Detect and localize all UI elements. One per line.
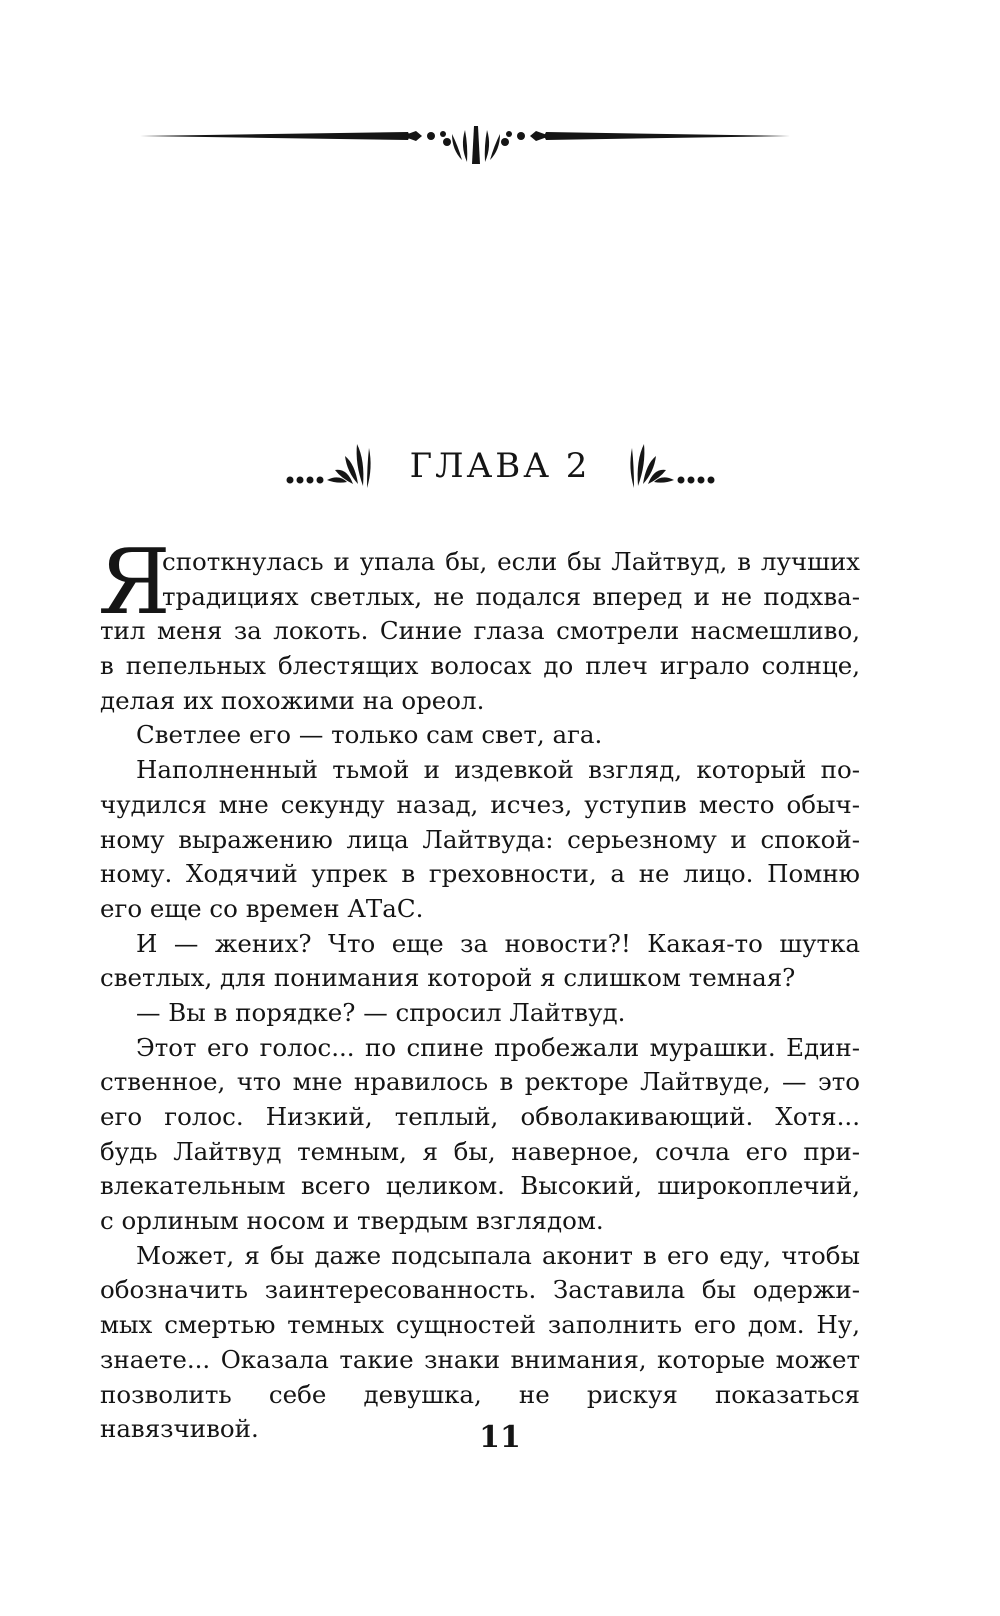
text-line: мых смертью темных сущностей заполнить его дом. Ну, bbox=[100, 1310, 860, 1340]
text-line: его еще со времен АТаС. bbox=[100, 893, 424, 923]
text-line: позволить себе девушка, не рискуя показаться навязчивой. bbox=[100, 1379, 860, 1444]
text-line: тил меня за локоть. Синие глаза смотрели насмешливо, bbox=[100, 616, 860, 646]
text-line: в пепельных блестящих волосах до плеч играло солнце, bbox=[100, 651, 860, 681]
text-line: его голос. Низкий, теплый, обволакивающий. Хотя... bbox=[100, 1102, 860, 1131]
text-line: светлых, для понимания которой я слишком темная? bbox=[100, 963, 796, 993]
text-line: — Вы в порядке? — спросил Лайтвуд. bbox=[136, 997, 626, 1027]
text-line: Может, я бы даже подсыпала аконит в его еду, чтобы bbox=[136, 1240, 860, 1270]
text-line: ному. Ходячий упрек в греховности, а не лицо. Помню bbox=[100, 859, 860, 889]
text-line: влекательным всего целиком. Высокий, широкоплечий, bbox=[100, 1171, 860, 1201]
text-line: Этот его голос... по спине пробежали мурашки. Един- bbox=[136, 1032, 860, 1062]
text-line: обозначить заинтересованность. Заставила бы одержи- bbox=[100, 1275, 860, 1305]
text-line: традициях светлых, не подался вперед и не подхва- bbox=[162, 581, 860, 611]
text-line: чудился мне секунду назад, исчез, уступив место обыч- bbox=[100, 789, 860, 819]
text-line: ному выражению лица Лайтвуда: серьезному и спокой- bbox=[100, 824, 860, 854]
text-line: ственное, что мне нравилось в ректоре Лайтвуде, — это bbox=[100, 1067, 860, 1097]
chapter-heading bbox=[0, 440, 1000, 510]
top-ornament-divider bbox=[140, 112, 790, 172]
text-line: с орлиным носом и твердым взглядом. bbox=[100, 1206, 604, 1236]
text-line: споткнулась и упала бы, если бы Лайтвуд, в лучших bbox=[162, 547, 860, 576]
text-line: Светлее его — только сам свет, ага. bbox=[136, 720, 603, 750]
text-line: знаете... Оказала такие знаки внимания, которые может bbox=[100, 1344, 860, 1374]
text-line: делая их похожими на ореол. bbox=[100, 685, 485, 715]
left-flourish-ornament bbox=[285, 440, 375, 492]
right-flourish-ornament bbox=[626, 440, 716, 492]
text-line: будь Лайтвуд темным, я бы, наверное, сочла его при- bbox=[100, 1136, 860, 1166]
page-number: 11 bbox=[479, 1420, 521, 1455]
text-line: Наполненный тьмой и издевкой взгляд, который по- bbox=[136, 755, 860, 785]
text-line: И — жених? Что еще за новости?! Какая-то шутка bbox=[136, 928, 860, 958]
drop-cap-letter: Я bbox=[98, 530, 171, 635]
chapter-title: ГЛАВА 2 bbox=[409, 446, 591, 486]
